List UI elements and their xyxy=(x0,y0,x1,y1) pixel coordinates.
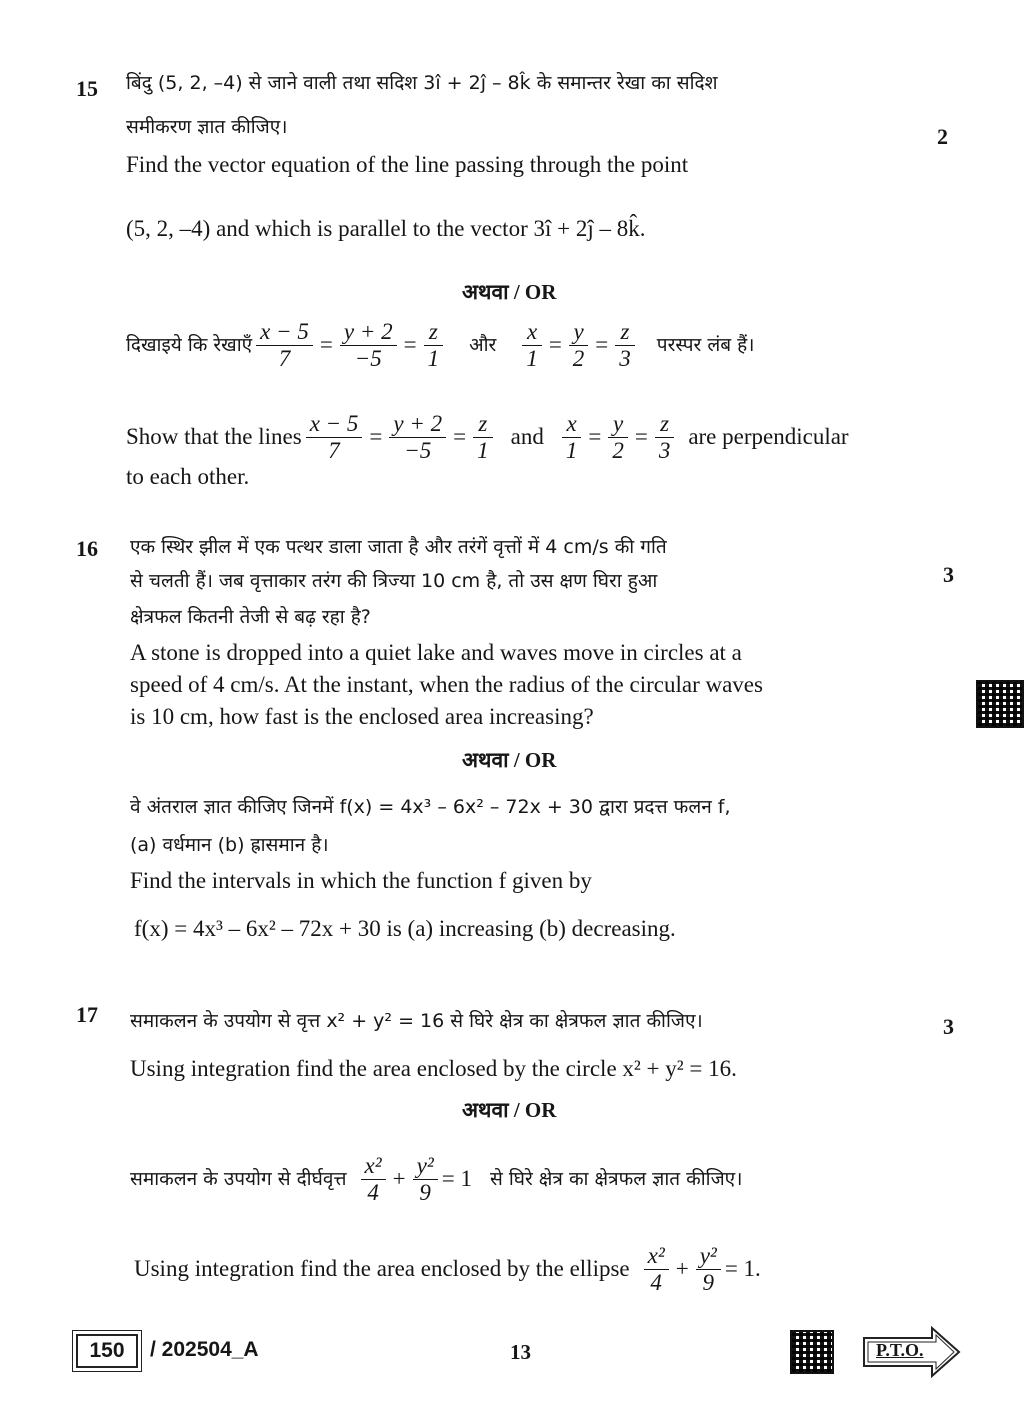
fraction-z-over-3: $\frac{z}{3}$ xyxy=(615,319,635,372)
q16-hindi-line1: एक स्थिर झील में एक पत्थर डाला जाता है और तरंगें वृत्तों में 4 cm/s की गति xyxy=(130,536,667,558)
q15-or-label: अथवा / OR xyxy=(462,280,557,304)
q15-alt-hindi-suffix: परस्पर लंब हैं। xyxy=(656,334,755,356)
fraction-y2-over-9: $\frac{\text{y²}}{9}$ xyxy=(413,1153,438,1206)
page-number: 13 xyxy=(510,1340,531,1364)
fraction-x2-over-4: $\frac{\text{x²}}{4}$ xyxy=(361,1153,386,1206)
q15-hindi-line1: बिंदु (5, 2, –4) से जाने वाली तथा सदिश 3î + 2ĵ – 8k̂ के समान्तर रेखा का सदिश xyxy=(126,72,718,94)
fraction-z-over-3-en: $\frac{z}{3}$ xyxy=(655,411,675,464)
q17-alt-hindi-prefix: समाकलन के उपयोग से दीर्घवृत्त xyxy=(130,1168,347,1190)
q15-alt-hindi-prefix: दिखाइये कि रेखाएँ xyxy=(126,334,253,356)
q17-alt-english-line: Using integration find the area enclosed by the ellipse $\frac{\text{x²}}{4}$ + $\frac{\text{y²}}{9}$ = 1. xyxy=(134,1242,761,1295)
q16-hindi-line3: क्षेत्रफल कितनी तेजी से बढ़ रहा है? xyxy=(130,606,371,628)
q16-alt-hindi-line2: (a) वर्धमान (b) ह्रासमान है। xyxy=(130,834,329,856)
side-qr-code-icon xyxy=(976,680,1024,728)
q17-english-line1: Using integration find the area enclosed by the circle x² + y² = 16. xyxy=(130,1056,737,1081)
paper-set-box: 150 xyxy=(76,1334,138,1368)
q16-english-line2: speed of 4 cm/s. At the instant, when the radius of the circular waves xyxy=(130,672,763,697)
fraction-x-over-1-en: $\frac{x}{1}$ xyxy=(562,411,582,464)
pto-arrow xyxy=(862,1326,962,1383)
paper-code: / 202504_A xyxy=(150,1338,259,1361)
q15-hindi-line2: समीकरण ज्ञात कीजिए। xyxy=(126,116,288,138)
q17-alt-hindi-suffix: से घिरे क्षेत्र का क्षेत्रफल ज्ञात कीजिए। xyxy=(489,1168,743,1190)
pto-label: P.T.O. xyxy=(876,1340,924,1360)
q15-alt-hindi-line: दिखाइये कि रेखाएँ $\frac{x - 5}{7}$ = $\frac{y + 2}{-5}$ = $\frac{z}{1}$ और $\frac{x}{1}$ = $\frac{y}{2}$ = $\frac{z}{3}$ परस्पर लंब हैं। xyxy=(126,318,755,371)
q16-hindi-line2: से चलती हैं। जब वृत्ताकार तरंग की त्रिज्या 10 cm है, तो उस क्षण घिरा हुआ xyxy=(130,570,658,592)
fraction-x2-over-4-en: $\frac{\text{x²}}{4}$ xyxy=(644,1243,669,1296)
fraction-x-minus-5-over-7: $\frac{x - 5}{7}$ xyxy=(256,319,313,372)
q17-or-label: अथवा / OR xyxy=(462,1098,557,1122)
fraction-y-over-2-en: $\frac{y}{2}$ xyxy=(608,411,628,464)
fraction-y-plus-2-over-minus-5: $\frac{y + 2}{-5}$ xyxy=(340,319,397,372)
q17-alt-english-prefix: Using integration find the area enclosed by the ellipse xyxy=(134,1256,630,1281)
q15-english-line2: (5, 2, –4) and which is parallel to the vector 3î + 2ĵ – 8k̂. xyxy=(126,216,646,241)
question-number-15: 15 xyxy=(76,76,98,101)
marks-q16: 3 xyxy=(943,562,954,587)
q17-hindi-line1: समाकलन के उपयोग से वृत्त x² + y² = 16 से घिरे क्षेत्र का क्षेत्रफल ज्ञात कीजिए। xyxy=(130,1010,703,1032)
q15-alt-english-suffix: are perpendicular xyxy=(688,424,849,449)
q15-alt-english-line2: to each other. xyxy=(126,464,250,489)
fraction-y-plus-2-over-minus-5-en: $\frac{y + 2}{-5}$ xyxy=(389,411,446,464)
q16-alt-hindi-line1: वे अंतराल ज्ञात कीजिए जिनमें f(x) = 4x³ – 6x² – 72x + 30 द्वारा प्रदत्त फलन f, xyxy=(130,796,731,818)
marks-q17: 3 xyxy=(943,1014,954,1039)
fraction-z-over-1: $\frac{z}{1}$ xyxy=(424,319,444,372)
q17-alt-hindi-line: समाकलन के उपयोग से दीर्घवृत्त $\frac{\text{x²}}{4}$ + $\frac{\text{y²}}{9}$ = 1 से घिरे क्षेत्र का क्षेत्रफल ज्ञात कीजिए। xyxy=(130,1152,743,1205)
q15-alt-english-line: Show that the lines $\frac{x - 5}{7}$ = $\frac{y + 2}{-5}$ = $\frac{z}{1}$ and $\frac{x}{1}$ = $\frac{y}{2}$ = $\frac{z}{3}$ are perpendicular xyxy=(126,410,849,463)
q16-english-line1: A stone is dropped into a quiet lake and waves move in circles at a xyxy=(130,640,742,665)
fraction-y2-over-9-en: $\frac{\text{y²}}{9}$ xyxy=(696,1243,721,1296)
q15-alt-english-and: and xyxy=(510,424,544,449)
fraction-z-over-1-en: $\frac{z}{1}$ xyxy=(473,411,493,464)
q16-or-label: अथवा / OR xyxy=(462,748,557,772)
q15-english-line1: Find the vector equation of the line passing through the point xyxy=(126,152,689,177)
q16-alt-english-line1: Find the intervals in which the function f given by xyxy=(130,868,592,893)
footer-qr-code-icon xyxy=(790,1330,834,1374)
fraction-y-over-2: $\frac{y}{2}$ xyxy=(569,319,589,372)
fraction-x-minus-5-over-7-en: $\frac{x - 5}{7}$ xyxy=(306,411,363,464)
equals-one-en: = 1. xyxy=(724,1256,761,1281)
marks-q15: 2 xyxy=(937,124,948,149)
question-number-17: 17 xyxy=(76,1002,98,1027)
q15-alt-hindi-and: और xyxy=(469,334,497,356)
equals-one: = 1 xyxy=(441,1166,472,1191)
q16-alt-english-line2: f(x) = 4x³ – 6x² – 72x + 30 is (a) increasing (b) decreasing. xyxy=(134,916,676,941)
question-number-16: 16 xyxy=(76,536,98,561)
fraction-x-over-1: $\frac{x}{1}$ xyxy=(522,319,542,372)
q16-english-line3: is 10 cm, how fast is the enclosed area increasing? xyxy=(130,704,594,729)
q15-alt-english-prefix: Show that the lines xyxy=(126,424,302,449)
